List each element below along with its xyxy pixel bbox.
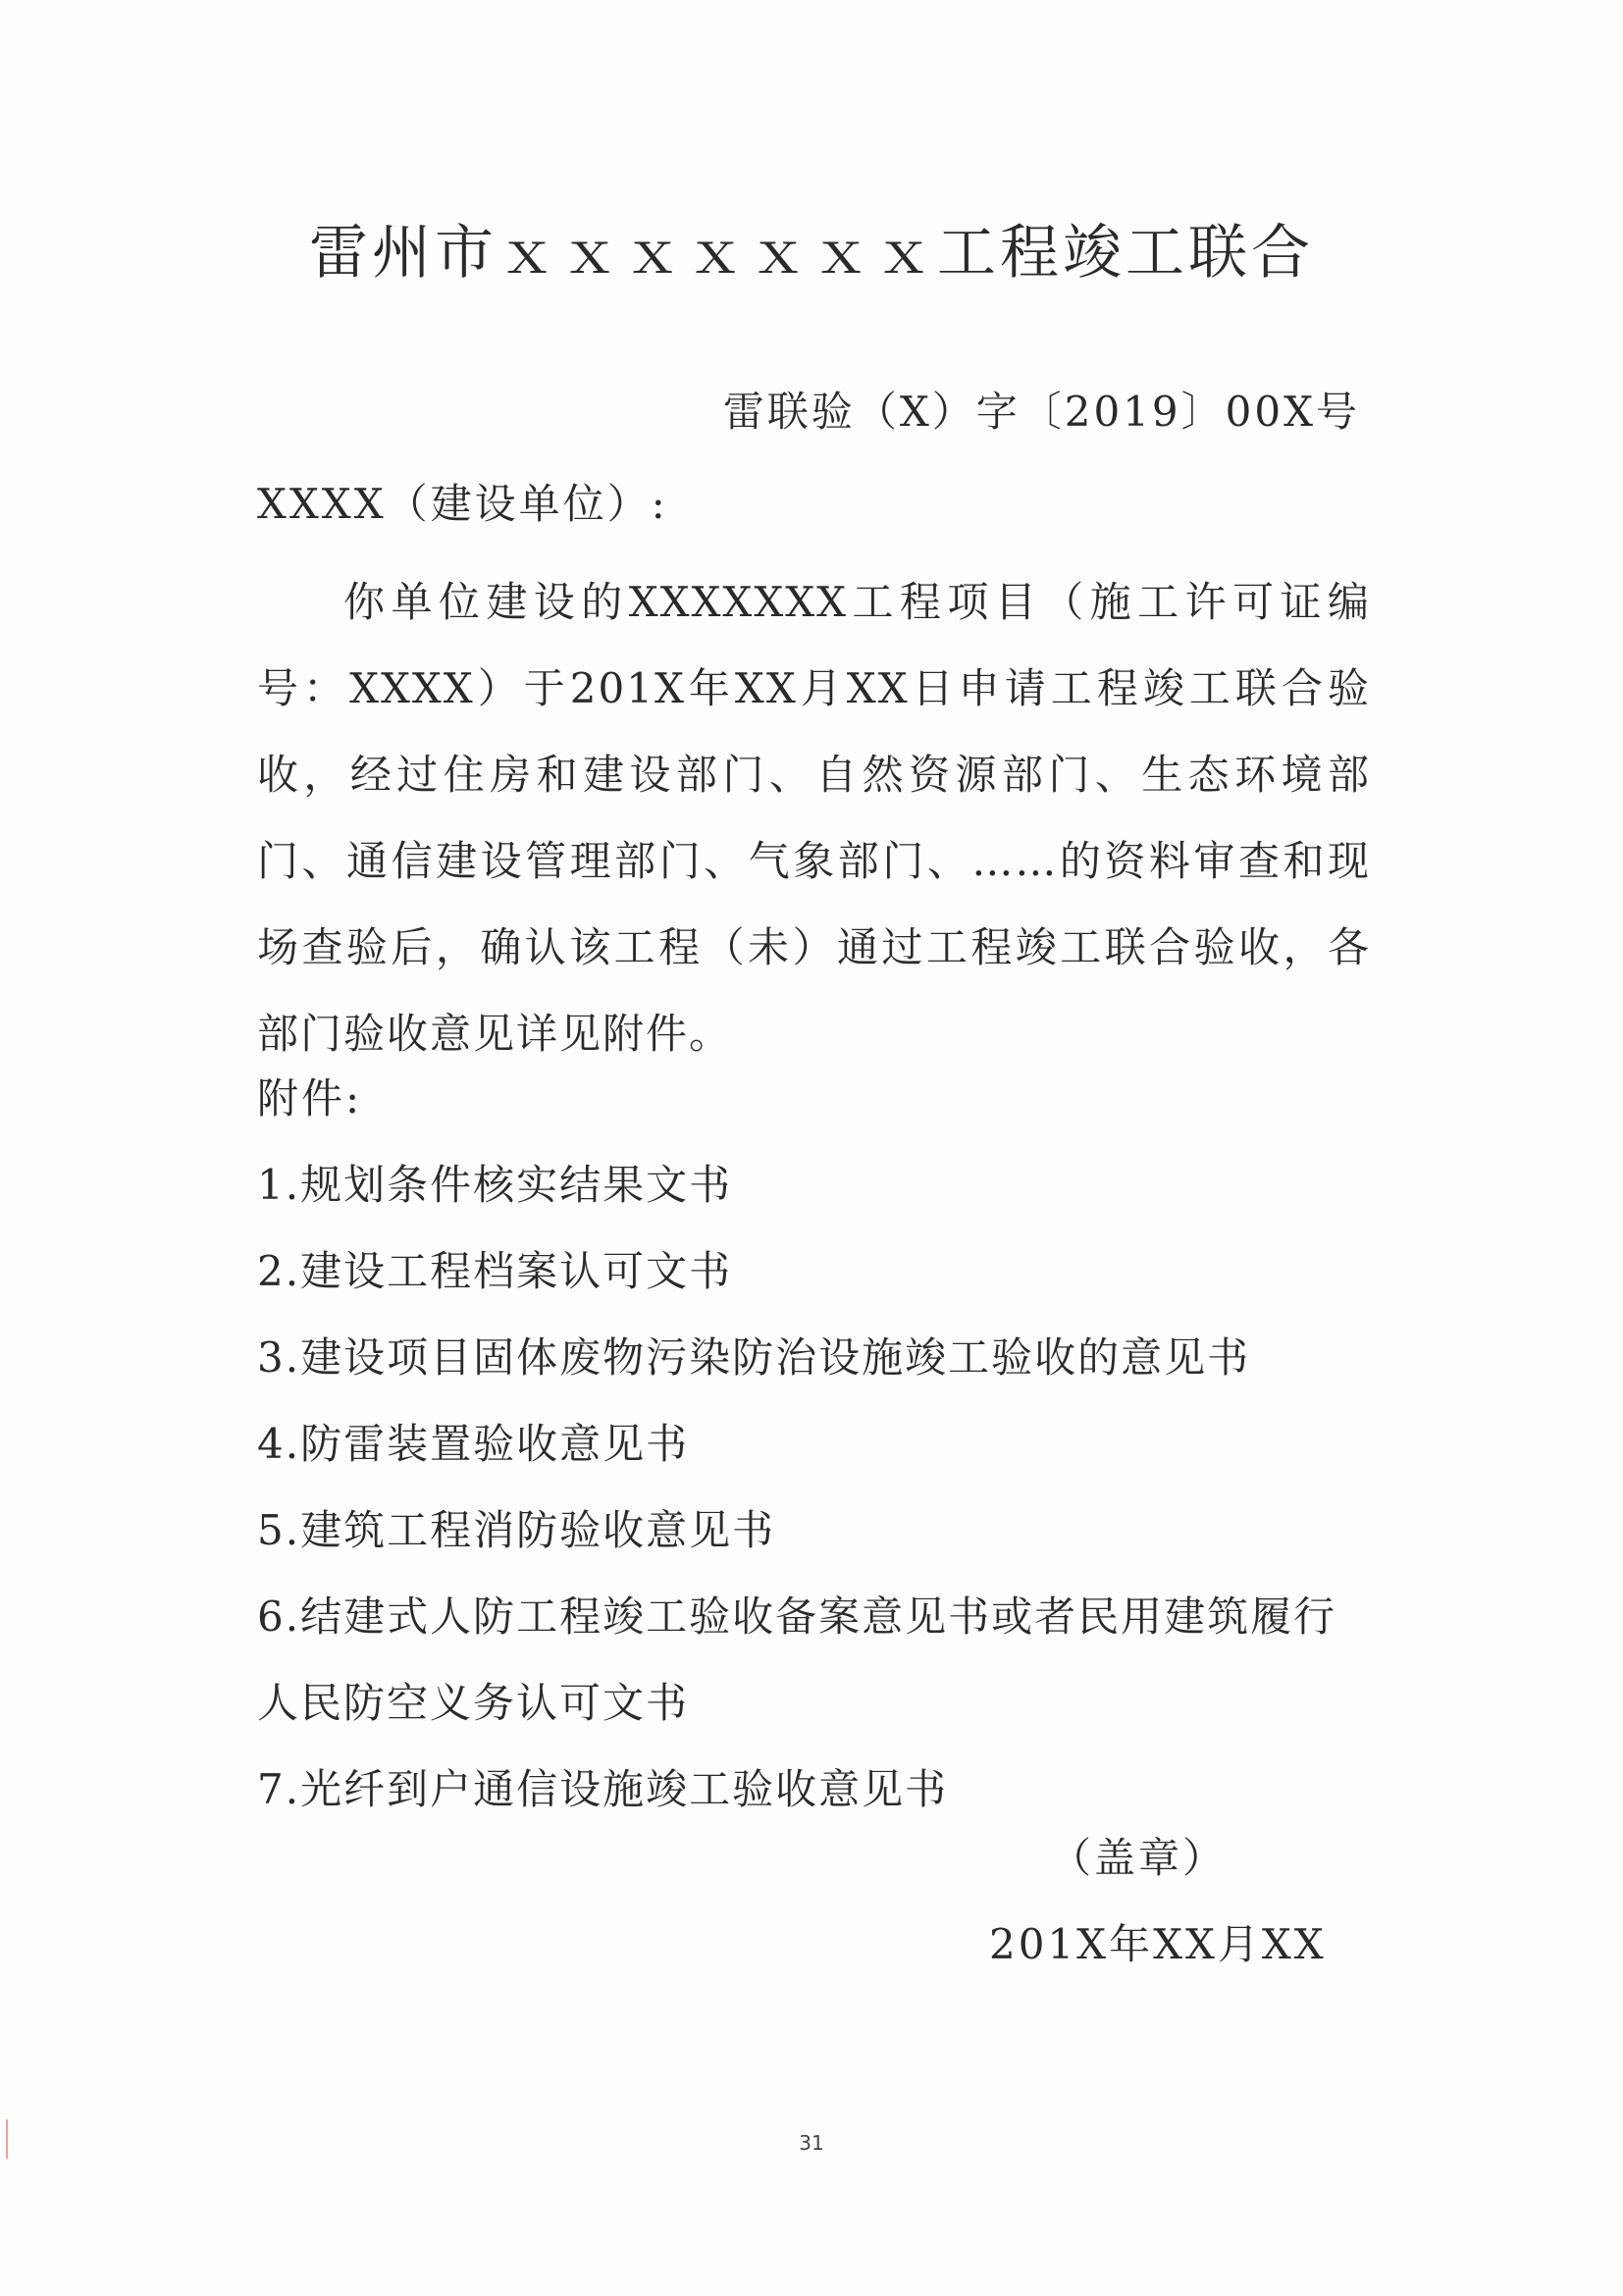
attachment-item: 5.建筑工程消防验收意见书	[257, 1506, 776, 1554]
attachment-item: 6.结建式人防工程竣工验收备案意见书或者民用建筑履行人民防空义务认可文书	[257, 1592, 1337, 1727]
document-title: 雷州市ｘｘｘｘｘｘｘ工程竣工联合	[309, 219, 1314, 287]
document-number: 雷联验（X）字〔2019〕00X号	[722, 388, 1360, 436]
attachment-item: 4.防雷装置验收意见书	[257, 1420, 690, 1468]
page-number: 31	[799, 2131, 824, 2155]
addressee: XXXX（建设单位）:	[257, 480, 668, 528]
attachment-item: 3.建设项目固体废物污染防治设施竣工验收的意见书	[257, 1333, 1251, 1382]
seal-note: （盖章）	[1050, 1834, 1228, 1882]
document-date: 201X年XX月XX	[989, 1920, 1327, 1968]
attachment-item: 7.光纤到户通信设施竣工验收意见书	[257, 1765, 949, 1813]
attachment-item: 2.建设工程档案认可文书	[257, 1247, 733, 1295]
attachment-item: 1.规划条件核实结果文书	[257, 1161, 733, 1209]
attachments-list	[257, 1142, 1376, 1833]
body-paragraph: 你单位建设的XXXXXXX工程项目（施工许可证编号：XXXX）于201X年XX月XX日申请工程竣工联合验收，经过住房和建设部门、自然资源部门、生态环境部门、通信建设管理部门、气象部门、……的资料审查和现场查验后，确认该工程（未）通过工程竣工联合验收，各部门验收意见详见附件。	[257, 578, 1371, 1058]
attachments-heading: 附件:	[257, 1074, 363, 1122]
